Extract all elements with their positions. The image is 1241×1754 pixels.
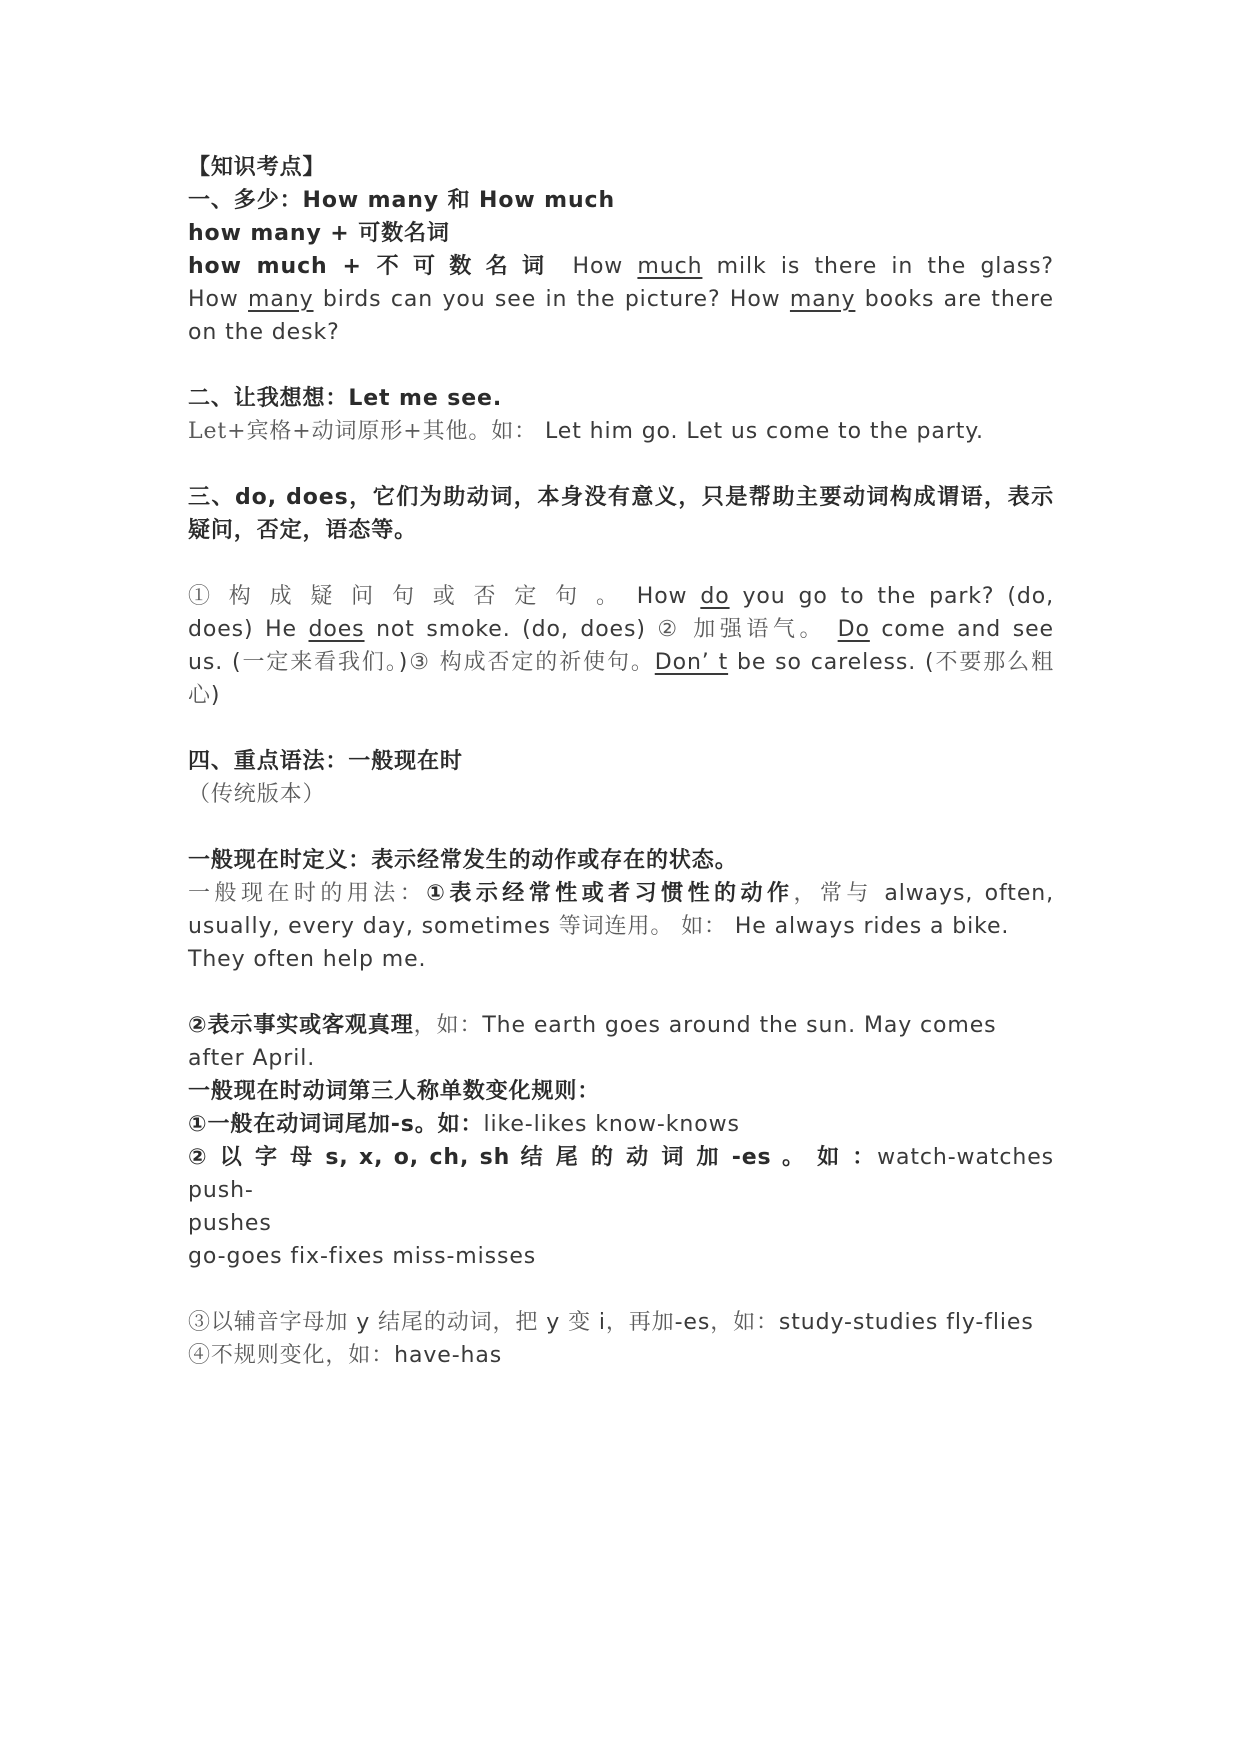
spacer <box>188 1273 1054 1306</box>
rule-how-much-example <box>188 250 1054 283</box>
section-2-heading-en: Let me see. <box>348 386 503 411</box>
para-4-cn: 心 <box>188 683 211 708</box>
spacer <box>188 547 1054 580</box>
usage-2-example: He always rides a bike. <box>734 914 1010 939</box>
section-2-rule-text: Let+宾格+动词原形+其他。如： <box>188 419 538 444</box>
para-3-cn-2: ③ 构成否定的祈使句。 <box>408 650 655 675</box>
section-2-rule <box>188 415 1054 448</box>
rule-2-examples: go-goes fix-fixes miss-misses <box>188 1244 537 1269</box>
rule-how-much-suffix: 不可数名词 <box>376 254 559 279</box>
example-1-a: How <box>572 254 638 279</box>
para-3-c: be so careless. ( <box>728 650 935 675</box>
section-2-examples: Let him go. Let us come to the party. <box>544 419 984 444</box>
para-2-cn: ② 加强语气。 <box>657 617 827 642</box>
heading-how-much: How much <box>479 188 616 213</box>
rule-how-many-prefix: how many + <box>188 221 359 246</box>
rule-3-y-2: y <box>538 1310 569 1335</box>
rule-3-cn-2: 结尾的动词，把 <box>378 1310 539 1335</box>
section-3-para-line-4 <box>188 679 1054 712</box>
section-2-heading-prefix: 二、让我想想： <box>188 386 349 411</box>
section-3-para-line-1 <box>188 580 1054 613</box>
rule-3-i: i <box>590 1310 606 1335</box>
example-2 <box>188 283 1054 316</box>
rule-how-many <box>188 217 1054 250</box>
para-4-a: ) <box>210 683 221 708</box>
example-3: on the desk? <box>188 320 340 345</box>
usage-mid: ，常与 <box>793 881 873 906</box>
spacer <box>188 448 1054 481</box>
rule-1-bold: ①一般在动词词尾加-s。如： <box>188 1112 484 1137</box>
rule-3-cn-5: ，如： <box>710 1310 779 1335</box>
para-2-b: not smoke. (do, does) <box>364 617 646 642</box>
rule-4 <box>188 1339 1054 1372</box>
usage-line-2 <box>188 910 1054 943</box>
usage-2-cn: 等词连用。 如： <box>558 914 727 939</box>
fact-line-2: after April. <box>188 1046 316 1071</box>
heading-prefix: 一、多少： <box>188 188 303 213</box>
rule-4-cn: ④不规则变化，如： <box>188 1343 395 1368</box>
rule-2 <box>188 1141 1054 1207</box>
example-1-b: milk is there in the glass? <box>702 254 1055 279</box>
example-2-underline: many <box>248 287 314 312</box>
para-3-a: us. ( <box>188 650 242 675</box>
section-3-para-line-2 <box>188 613 1054 646</box>
section-title: 【知识考点】 <box>188 155 326 180</box>
rule-3-cn-3: 变 <box>568 1310 591 1335</box>
rule-4-en: have-has <box>394 1343 503 1368</box>
section-4-heading: 四、重点语法：一般现在时 <box>188 749 463 774</box>
para-2-underline-2: Do <box>837 617 870 642</box>
rule-1-en: like-likes know-knows <box>483 1112 740 1137</box>
para-1-underline: do <box>700 584 730 609</box>
rule-3-cn: ③以辅音字母加 <box>188 1310 349 1335</box>
heading-how-many: How many <box>302 188 439 213</box>
rule-3-cn-4: ，再加 <box>605 1310 675 1335</box>
rules-heading: 一般现在时动词第三人称单数变化规则： <box>188 1079 601 1104</box>
spacer <box>188 349 1054 382</box>
rule-2-en: watch-watches push- <box>188 1145 1054 1203</box>
para-3-underline: Don’ t <box>654 650 729 675</box>
document-page <box>188 151 1054 1372</box>
section-3-heading-en: do, does <box>235 485 349 510</box>
section-4-subtitle: （传统版本） <box>188 782 326 807</box>
usage-line-3: They often help me. <box>188 947 427 972</box>
rule-3 <box>188 1306 1054 1339</box>
example-2-b: birds can you see in the picture? How <box>313 287 790 312</box>
rule-2-bold: ② 以 字 母 s, x, o, ch, sh 结 尾 的 动 词 加 -es 。 如 ： <box>188 1145 878 1170</box>
para-3-b: ) <box>398 650 409 675</box>
example-2-c: books are there <box>855 287 1054 312</box>
spacer <box>188 712 1054 745</box>
rule-3-y: y <box>348 1310 379 1335</box>
usage-line-1 <box>188 877 1054 910</box>
para-2-a: does) He <box>188 617 309 642</box>
para-2-underline: does <box>308 617 365 642</box>
section-3-heading-line-1 <box>188 481 1054 514</box>
fact-cn: ，如： <box>413 1013 483 1038</box>
para-1-cn: ① 构 成 疑 问 句 或 否 定 句 。 <box>188 584 624 609</box>
spacer <box>188 811 1054 844</box>
rule-3-es: -es <box>674 1310 711 1335</box>
usage-prefix: 一般现在时的用法： <box>188 881 427 906</box>
fact-en: The earth goes around the sun. May comes <box>482 1013 997 1038</box>
rule-3-en: study-studies fly-flies <box>778 1310 1034 1335</box>
section-3-heading-rest: ，它们为助动词，本身没有意义，只是帮助主要动词构成谓语，表示 <box>348 485 1054 510</box>
para-1-a: How <box>636 584 701 609</box>
section-1-heading <box>188 184 1054 217</box>
para-1-b: you go to the park? (do, <box>729 584 1054 609</box>
section-3-heading-line-2: 疑问，否定，语态等。 <box>188 518 418 543</box>
usage-2-en: usually, every day, sometimes <box>188 914 551 939</box>
example-2-a: How <box>188 287 249 312</box>
section-3-para-line-3 <box>188 646 1054 679</box>
rule-1 <box>188 1108 1054 1141</box>
section-3-heading-prefix: 三、 <box>188 485 236 510</box>
para-2-c: come and see <box>869 617 1054 642</box>
rule-how-much-prefix: how much + <box>188 254 377 279</box>
definition: 一般现在时定义：表示经常发生的动作或存在的状态。 <box>188 848 738 873</box>
usage-bold: ①表示经常性或者习惯性的动作 <box>426 881 794 906</box>
para-3-cn-3: 不要那么粗 <box>934 650 1054 675</box>
fact-line-1 <box>188 1009 1054 1042</box>
para-3-cn-1: 一定来看我们。 <box>241 650 399 675</box>
heading-and: 和 <box>447 188 471 213</box>
usage-en: always, often, <box>884 881 1054 906</box>
rule-2-continuation: pushes <box>188 1211 272 1236</box>
example-2-underline-2: many <box>789 287 856 312</box>
example-1-underline: much <box>637 254 703 279</box>
fact-bold: ②表示事实或客观真理 <box>188 1013 414 1038</box>
spacer <box>188 976 1054 1009</box>
rule-how-many-suffix: 可数名词 <box>358 221 450 246</box>
section-2-heading <box>188 382 1054 415</box>
